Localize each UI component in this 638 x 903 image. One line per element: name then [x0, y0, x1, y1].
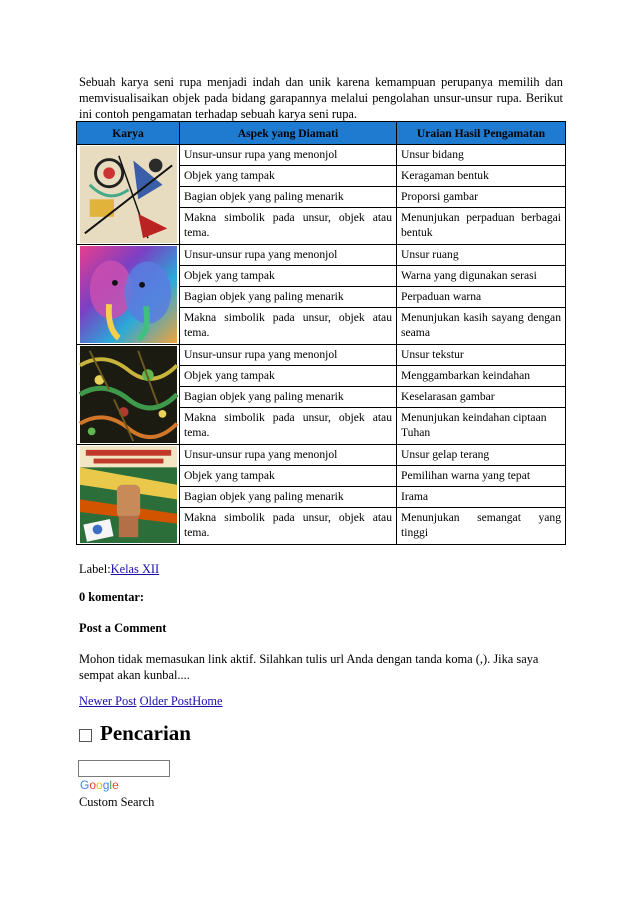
checkbox-icon — [79, 729, 92, 742]
search-heading: Pencarian — [100, 721, 191, 745]
header-aspek: Aspek yang Diamati — [180, 122, 397, 145]
result-cell: Unsur ruang — [397, 245, 566, 266]
result-cell: Menunjukan kasih sayang dengan seama — [397, 308, 566, 345]
newer-post-link[interactable]: Newer Post — [79, 694, 137, 708]
result-cell: Menggambarkan keindahan — [397, 366, 566, 387]
aspect-cell: Bagian objek yang paling menarik — [180, 287, 397, 308]
result-cell: Menunjukan keindahan ciptaan Tuhan — [397, 408, 566, 445]
result-cell: Proporsi gambar — [397, 187, 566, 208]
aspect-cell: Makna simbolik pada unsur, objek atau tema. — [180, 208, 397, 245]
header-uraian: Uraian Hasil Pengamatan — [397, 122, 566, 145]
result-cell: Menunjukan semangat yang tinggi — [397, 508, 566, 545]
table-row — [77, 345, 566, 366]
search-input[interactable] — [78, 760, 170, 777]
artwork-colorful-elephants — [79, 246, 178, 343]
result-cell: Unsur bidang — [397, 145, 566, 166]
aspect-cell: Unsur-unsur rupa yang menonjol — [180, 345, 397, 366]
aspect-cell: Makna simbolik pada unsur, objek atau tema. — [180, 408, 397, 445]
aspect-cell: Bagian objek yang paling menarik — [180, 187, 397, 208]
artwork-cell — [77, 345, 180, 445]
result-cell: Warna yang digunakan serasi — [397, 266, 566, 287]
google-logo: Google — [80, 778, 119, 792]
aspect-cell: Objek yang tampak — [180, 166, 397, 187]
intro-paragraph: Sebuah karya seni rupa menjadi indah dan unik karena kemampuan perupanya memilih dan memvisualisaikan objek pada bidang garapannya melalui pengolahan unsur-unsur rupa. Berikut ini contoh pengamatan terhadap sebuah karya seni rupa. — [79, 75, 563, 121]
artwork-poster-fist — [79, 446, 178, 543]
table-header-row — [77, 122, 566, 145]
custom-search-caption: Custom Search — [79, 795, 155, 809]
result-cell: Keselarasan gambar — [397, 387, 566, 408]
home-link[interactable]: Home — [192, 694, 223, 708]
label-link-kelas-xii[interactable]: Kelas XII — [110, 562, 160, 576]
result-cell: Menunjukan perpaduan berbagai bentuk — [397, 208, 566, 245]
aspect-cell: Bagian objek yang paling menarik — [180, 387, 397, 408]
post-label — [79, 562, 159, 577]
result-cell: Unsur gelap terang — [397, 445, 566, 466]
result-cell: Irama — [397, 487, 566, 508]
comment-notice: Mohon tidak memasukan link aktif. Silahkan tulis url Anda dengan tanda koma (,). Jika saya sempat akan kunbal.... — [79, 652, 539, 682]
aspect-cell: Unsur-unsur rupa yang menonjol — [180, 245, 397, 266]
table-row — [77, 445, 566, 466]
result-cell: Unsur tekstur — [397, 345, 566, 366]
header-karya: Karya — [77, 122, 180, 145]
blog-pager — [79, 694, 223, 709]
aspect-cell: Objek yang tampak — [180, 466, 397, 487]
aspect-cell: Objek yang tampak — [180, 266, 397, 287]
aspect-cell: Unsur-unsur rupa yang menonjol — [180, 145, 397, 166]
aspect-cell: Bagian objek yang paling menarik — [180, 487, 397, 508]
aspect-cell: Objek yang tampak — [180, 366, 397, 387]
result-cell: Pemilihan warna yang tepat — [397, 466, 566, 487]
comment-count: 0 komentar: — [79, 590, 145, 604]
aspect-cell: Makna simbolik pada unsur, objek atau tema. — [180, 308, 397, 345]
aspect-cell: Makna simbolik pada unsur, objek atau tema. — [180, 508, 397, 545]
table-row — [77, 245, 566, 266]
observation-table — [76, 121, 566, 545]
aspect-cell: Unsur-unsur rupa yang menonjol — [180, 445, 397, 466]
table-row — [77, 145, 566, 166]
result-cell: Perpaduan warna — [397, 287, 566, 308]
artwork-textured-pattern — [79, 346, 178, 443]
artwork-cell — [77, 145, 180, 245]
result-cell: Keragaman bentuk — [397, 166, 566, 187]
search-widget-title — [79, 721, 191, 746]
artwork-cell — [77, 445, 180, 545]
artwork-cell — [77, 245, 180, 345]
label-prefix: Label: — [79, 562, 111, 576]
post-comment-heading: Post a Comment — [79, 621, 167, 635]
artwork-abstract-geometric — [79, 146, 178, 243]
older-post-link[interactable]: Older Post — [139, 694, 193, 708]
